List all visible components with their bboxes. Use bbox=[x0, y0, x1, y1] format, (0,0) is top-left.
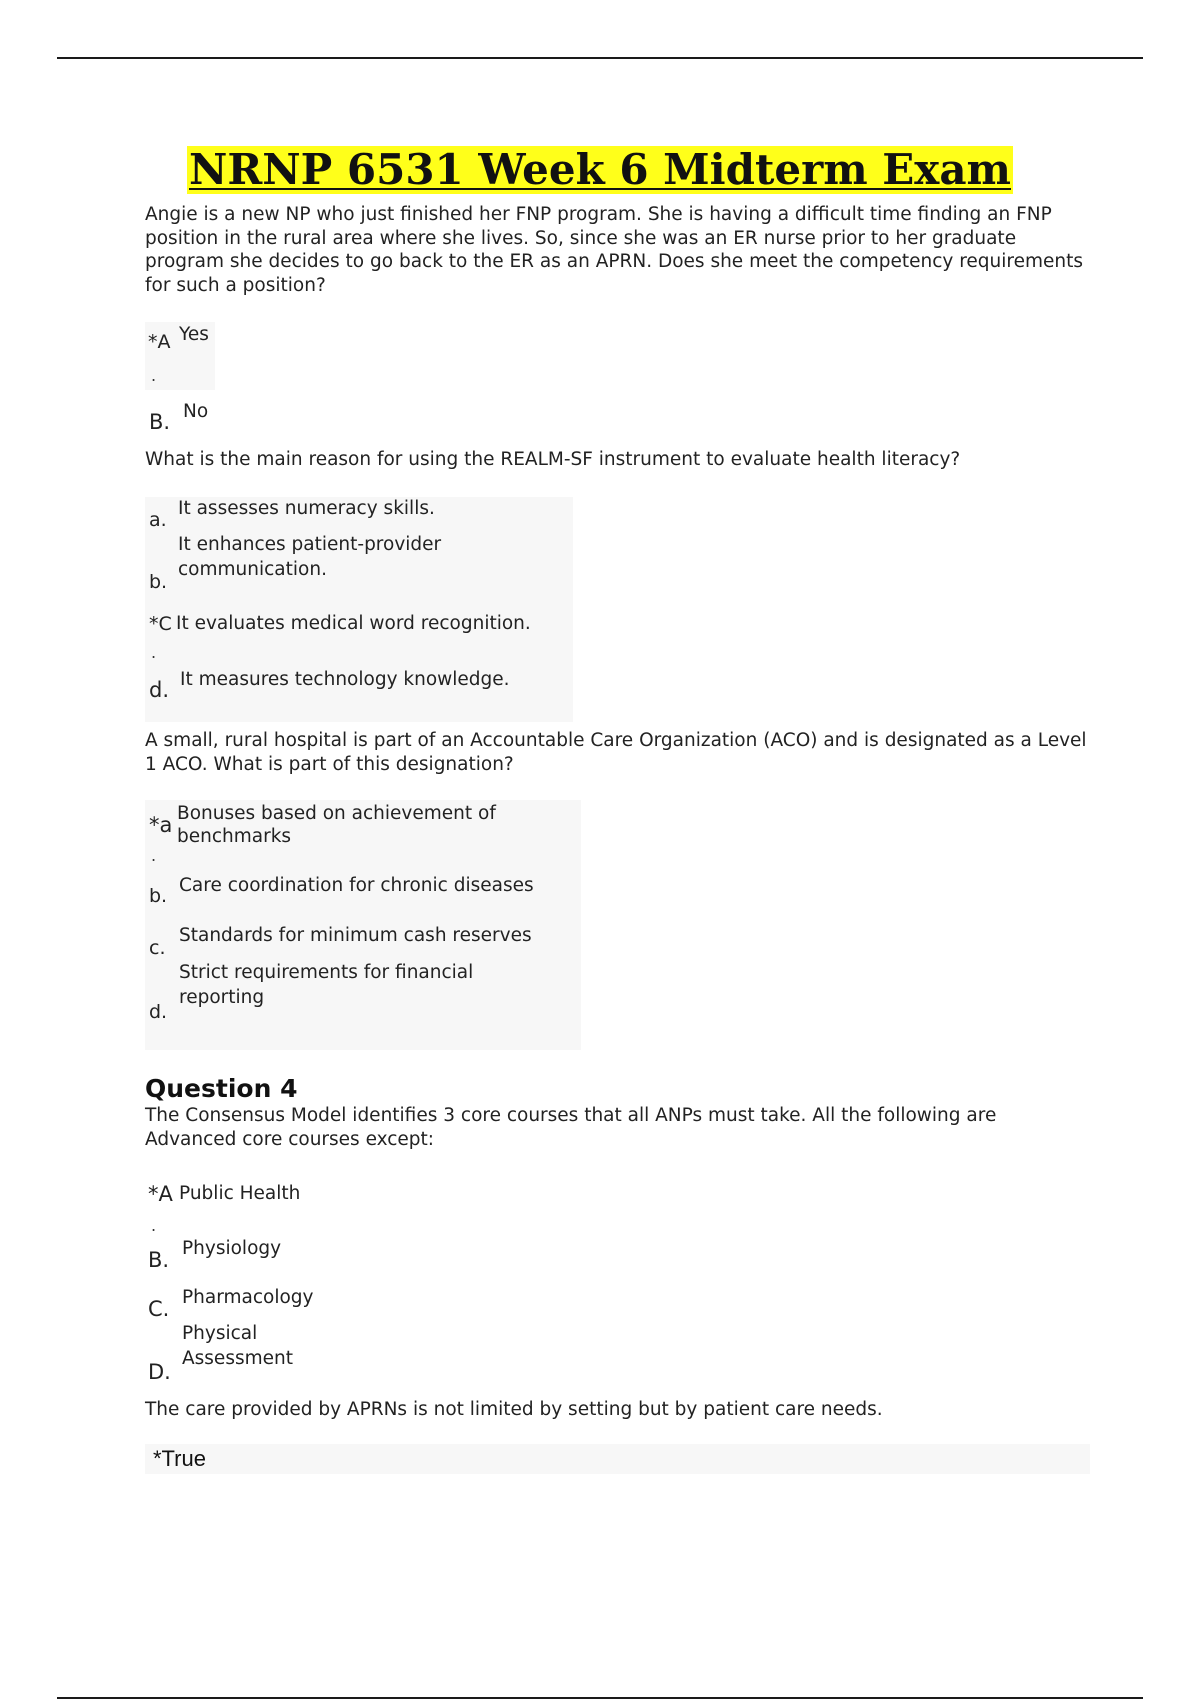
question-5-text: The care provided by APRNs is not limited by setting but by patient care needs. bbox=[145, 1399, 883, 1420]
q5-answer-bar bbox=[145, 1444, 1090, 1474]
q2-option-b-letter: b. bbox=[149, 571, 168, 593]
top-rule bbox=[57, 57, 1143, 59]
q3-option-b-letter: b. bbox=[149, 885, 168, 907]
title-wrap bbox=[0, 146, 1200, 194]
q4-option-c-letter: C. bbox=[148, 1297, 170, 1321]
q2-option-c-dot: . bbox=[151, 643, 157, 662]
q3-option-d-text[interactable]: Strict requirements for financial reporting bbox=[179, 962, 474, 1008]
q2-option-a-text[interactable]: It assesses numeracy skills. bbox=[178, 498, 435, 519]
question-4-heading: Question 4 bbox=[145, 1074, 298, 1103]
q4-option-c-text[interactable]: Pharmacology bbox=[182, 1287, 314, 1308]
document-title: NRNP 6531 Week 6 Midterm Exam bbox=[189, 145, 1011, 194]
q4-option-b-text[interactable]: Physiology bbox=[182, 1238, 282, 1259]
q3-option-a-letter: *a bbox=[149, 813, 173, 837]
q1-option-a-letter: *A bbox=[148, 331, 171, 353]
q3-option-a-text[interactable]: Bonuses based on achievement of benchmarks bbox=[177, 803, 496, 847]
q4-option-d-text[interactable]: Physical Assessment bbox=[182, 1323, 293, 1369]
q2-option-c-text[interactable]: It evaluates medical word recognition. bbox=[176, 613, 531, 634]
question-3-text: A small, rural hospital is part of an Accountable Care Organization (ACO) and is designated as a Level 1 ACO. What is part of this designation? bbox=[145, 730, 1087, 775]
q4-option-a-text[interactable]: Public Health bbox=[179, 1183, 301, 1204]
question-1-text: Angie is a new NP who just finished her FNP program. She is having a difficult time finding an FNP position in the rural area where she lives. So, since she was an ER nurse prior to her graduate program she decides to go back to the ER as an APRN. Does she meet the competency requirements for such a position? bbox=[145, 204, 1084, 296]
q5-answer[interactable]: *True bbox=[153, 1446, 206, 1471]
q4-option-b-letter: B. bbox=[148, 1248, 170, 1272]
q3-option-c-letter: c. bbox=[149, 937, 166, 959]
q2-option-c-letter: *C bbox=[149, 613, 172, 635]
q4-option-d-letter: D. bbox=[148, 1360, 171, 1384]
q2-option-b-text[interactable]: It enhances patient-provider communication. bbox=[178, 534, 442, 580]
q2-option-d-letter: d. bbox=[149, 678, 170, 702]
q3-option-a-dot: . bbox=[151, 846, 157, 865]
question-2-text: What is the main reason for using the REALM-SF instrument to evaluate health literacy? bbox=[145, 449, 961, 470]
q4-option-a-dot: . bbox=[151, 1216, 157, 1235]
q3-option-b-text[interactable]: Care coordination for chronic diseases bbox=[179, 875, 534, 896]
q3-option-d-letter: d. bbox=[149, 1001, 168, 1023]
q2-option-d-text[interactable]: It measures technology knowledge. bbox=[180, 669, 510, 690]
q1-option-a-dot: . bbox=[151, 366, 157, 385]
q1-option-a-text[interactable]: Yes bbox=[179, 324, 209, 345]
q1-option-b-letter: B. bbox=[149, 410, 171, 434]
q2-option-a-letter: a. bbox=[149, 509, 167, 531]
bottom-rule bbox=[57, 1697, 1143, 1699]
q4-option-a-letter: *A bbox=[148, 1182, 173, 1206]
q3-option-c-text[interactable]: Standards for minimum cash reserves bbox=[179, 925, 532, 946]
question-4-text: The Consensus Model identifies 3 core courses that all ANPs must take. All the following are Advanced core courses except: bbox=[145, 1105, 997, 1150]
q1-option-b-text[interactable]: No bbox=[183, 401, 209, 422]
